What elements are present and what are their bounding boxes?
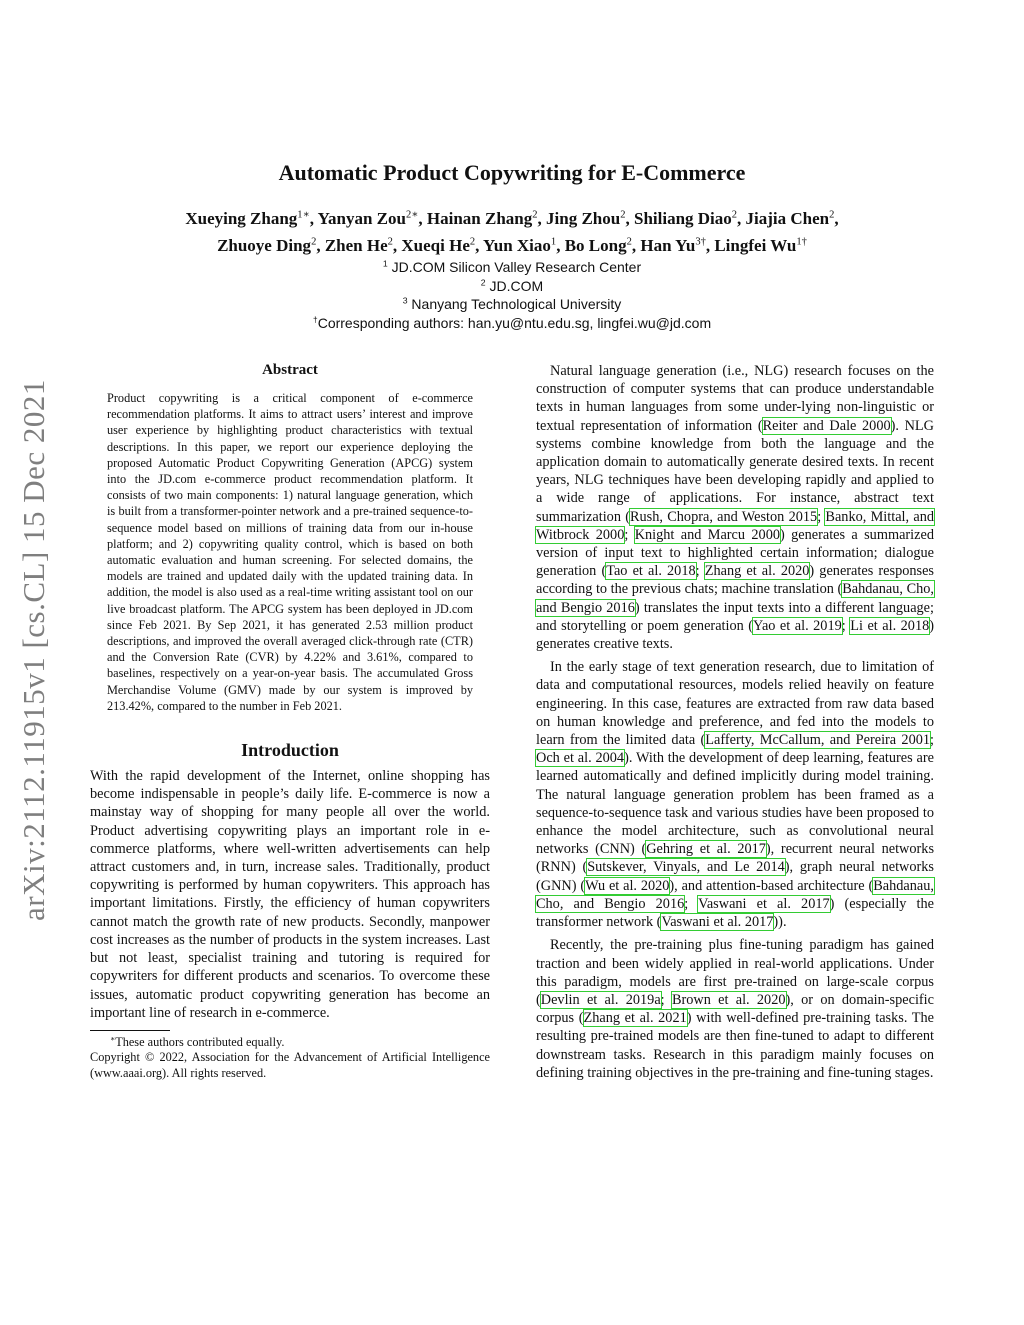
- paragraph-text: ;: [930, 732, 934, 749]
- citation-link[interactable]: Bahdanau, Cho, and Bengio 2016: [536, 877, 934, 912]
- paragraph-text: ), or on domain-specific corpus (: [536, 991, 934, 1027]
- citation-link[interactable]: Vaswani et al. 2017: [698, 895, 830, 912]
- paragraph-text: Natural language generation (i.e., NLG) research focuses on the construction of computer systems that can produce understandable texts in human languages from some under-lying non-linguistic or textual representation of information (: [536, 363, 934, 434]
- paragraph-text: ;: [624, 526, 635, 543]
- paragraph-text: ), graph neural networks (GNN) (: [536, 859, 934, 894]
- citation-link[interactable]: Lafferty, McCallum, and Pereira 2001: [705, 732, 931, 749]
- early-stage-paragraph: [536, 658, 934, 931]
- paragraph-text: ) generates responses according to the previous chats; machine translation (: [536, 563, 934, 598]
- left-column: [90, 362, 490, 1081]
- citation-link[interactable]: Yao et al. 2019: [753, 617, 842, 634]
- paragraph-text: ;: [841, 617, 851, 634]
- paragraph-text: ), and attention-based architecture (: [669, 877, 874, 894]
- paragraph-text: Recently, the pre-training plus fine-tuning paradigm has gained traction and been widely applied in real-world applications. Under this paradigm, models are first pre-trained on large-scale corpus (: [536, 937, 934, 1008]
- paper-title: Automatic Product Copywriting for E-Commerce: [278, 160, 746, 185]
- paragraph-text: )).: [773, 914, 787, 931]
- citation-link[interactable]: Tao et al. 2018: [606, 563, 696, 580]
- citation-link[interactable]: Zhang et al. 2021: [583, 1010, 687, 1027]
- author: Jiajia Chen$^2$,: [745, 209, 839, 228]
- paragraph-text: ) with well-defined pre-training tasks. The resulting pre-trained models are then fine-tuned to adapt to different downstream tasks. Research in this paradigm mainly focuses on defining training objectives in the pre-training and fine-tuning stages.: [536, 1010, 934, 1081]
- nlg-paragraph: [536, 362, 934, 653]
- paragraph-text: ) generates creative texts.: [536, 617, 935, 653]
- citation-link[interactable]: Li et al. 2018: [850, 617, 930, 634]
- author: Lingfei $Wu^{1\dagger}$: [714, 236, 807, 255]
- citation-link[interactable]: Brown et al. 2020: [671, 991, 786, 1008]
- affiliation: $^1$ JD.COM Silicon Valley Research Center: [382, 258, 642, 275]
- abstract-text: Product copywriting is a critical component of e-commerce recommendation platforms. It aims to attract users’ interest and improve user experience by highlighting product characteristics with textual descriptions. In this paper, we report our experience deploying the proposed Automatic Product Copywriting Generation (APCG) system into the JD.com e-commerce product recommendation platform. It consists of two main components: 1) natural language generation, which is built from a transformer-pointer network and a pre-trained sequence-to-sequence model based on millions of training data from our in-house platform; and 2) copywriting quality control, which is based on both automatic evaluation and human screening. For selected domains, the models are trained and updated daily with the updated training data. In addition, the model is also used as a real-time writing assistant tool on our live broadcast platform. The APCG system has been deployed in JD.com since Feb 2021. By Sep 2021, it has generated 2.53 million product descriptions, and improved the overall averaged click-through rate (CTR) and the Conversion Rate (CVR) by 4.22% and 3.61%, compared to baselines, respectively on a year-on-year basis. The accumulated Gross Merchandise Volume (GMV) made by our system is improved by 213.42%, compared to the number in Feb 2021.: [107, 391, 473, 713]
- citation-link[interactable]: Rush, Chopra, and Weston 2015: [630, 508, 818, 525]
- paragraph-text: ;: [660, 991, 672, 1008]
- abstract-heading: Abstract: [262, 362, 318, 378]
- citation-link[interactable]: Wu et al. 2020: [585, 877, 670, 894]
- paragraph-text: ). With the development of deep learning, features are learned automatically and defined implicitly during model training. The natural language generation problem has been framed as a sequence-to-sequence task and various studies have been proposed to enhance the model architecture, such as convolutional neural networks (CNN) (: [536, 750, 934, 858]
- author-list: [100, 205, 924, 259]
- arxiv-identifier-text: arXiv:2112.11915v1 [cs.CL] 15 Dec 2021: [16, 379, 52, 921]
- paragraph-text: In the early stage of text generation research, due to limitation of data and computational resources, models relied heavily on feature engineering. In this case, features are extracted from raw data based on human knowledge and preference, and fed into the models to learn from the limited data (: [536, 659, 934, 749]
- citation-link[interactable]: Devlin et al. 2019a: [540, 991, 661, 1008]
- author: Xueying Zhang$^{1∗}$,: [185, 209, 318, 228]
- affiliation: $^2$ JD.COM: [480, 276, 544, 294]
- copyright-notice: Copyright © 2022, Association for the Advancement of Artificial Intelligence (www.aaai.org). All rights reserved.: [90, 1050, 490, 1080]
- paragraph-text: ), recurrent neural networks (RNN) (: [536, 841, 935, 876]
- author: Jing Zhou$^2$,: [546, 209, 634, 228]
- author: Zhen He$^2$,: [324, 236, 402, 255]
- affiliation-list: [200, 258, 824, 332]
- citation-link[interactable]: Banko, Mittal, and Witbrock 2000: [536, 508, 935, 543]
- author: Shiliang Diao$^2$,: [633, 209, 746, 228]
- right-column: [536, 362, 934, 1082]
- footnote: ∗These authors contributed equally.: [110, 1033, 285, 1049]
- citation-link[interactable]: Gehring et al. 2017: [646, 841, 766, 858]
- author: Hainan Zhang$^2$,: [426, 209, 547, 228]
- footnote-divider: [90, 1030, 170, 1031]
- citation-link[interactable]: Och et al. 2004: [536, 750, 625, 767]
- paragraph-text: ). NLG systems combine knowledge from both the language and the application domain to automatically generate desired texts. In recent years, NLG techniques have been developing rapidly and applied to a wide range of applications. For instance, abstract text summarization (: [536, 417, 934, 525]
- author: Yun Xiao$^1$,: [483, 236, 565, 255]
- introduction-heading: Introduction: [241, 740, 339, 761]
- author: Han $Yu^{3\dagger}$,: [640, 236, 715, 255]
- author: Yanyan Zou$^{2∗}$,: [317, 209, 427, 228]
- arxiv-identifier: [6, 350, 62, 950]
- paragraph-text: ) (especially the transformer network (: [536, 895, 935, 931]
- paragraph-text: ;: [695, 563, 705, 580]
- citation-link[interactable]: Reiter and Dale 2000: [762, 417, 891, 434]
- affiliation: $^3$ Nanyang Technological University: [402, 295, 622, 312]
- citation-link[interactable]: Bahdanau, Cho, and Bengio 2016: [536, 581, 934, 616]
- citation-link[interactable]: Zhang et al. 2020: [704, 563, 810, 580]
- citation-link[interactable]: Sutskever, Vinyals, and Le 2014: [587, 859, 785, 876]
- introduction-paragraph: With the rapid development of the Internet, online shopping has become indispensable in people’s daily life. E-commerce is now a mainstay way of shopping for many people all over the world. Product advertising copywriting plays an important role in e-commerce platforms, where well-written advertisements can help attract customers and, in turn, increase sales. Traditionally, product copywriting is performed by human copywriters. This approach has important limitations. Firstly, the efficiency of human copywriters cannot match the growth rate of new products. Secondly, manpower cost increases as the number of products in the system increases. Last but not least, specialist training and tutoring is required for copywriters for different products and scenarios. To overcome these issues, automatic product copywriting generation has become an important line of research in e-commerce.: [90, 768, 490, 1021]
- citation-link[interactable]: Knight and Marcu 2000: [634, 526, 780, 543]
- author: Xueqi He$^2$,: [401, 236, 484, 255]
- paragraph-text: ;: [684, 895, 699, 912]
- paragraph-text: ) generates a summarized version of input text to highlighted certain information; dialogue generation (: [536, 526, 934, 580]
- corresponding-authors: †Corresponding authors: han.yu@ntu.edu.sg, lingfei.wu@jd.com: [312, 313, 712, 331]
- citation-link[interactable]: Vaswani et al. 2017: [661, 914, 774, 931]
- author: Bo Long$^2$,: [564, 236, 641, 255]
- author: Zhuoye Ding$^2$,: [217, 236, 325, 255]
- paragraph-text: ;: [817, 508, 826, 525]
- pretraining-paragraph: [536, 936, 934, 1082]
- paragraph-text: ) translates the input texts into a different language; and storytelling or poem generation (: [536, 599, 934, 634]
